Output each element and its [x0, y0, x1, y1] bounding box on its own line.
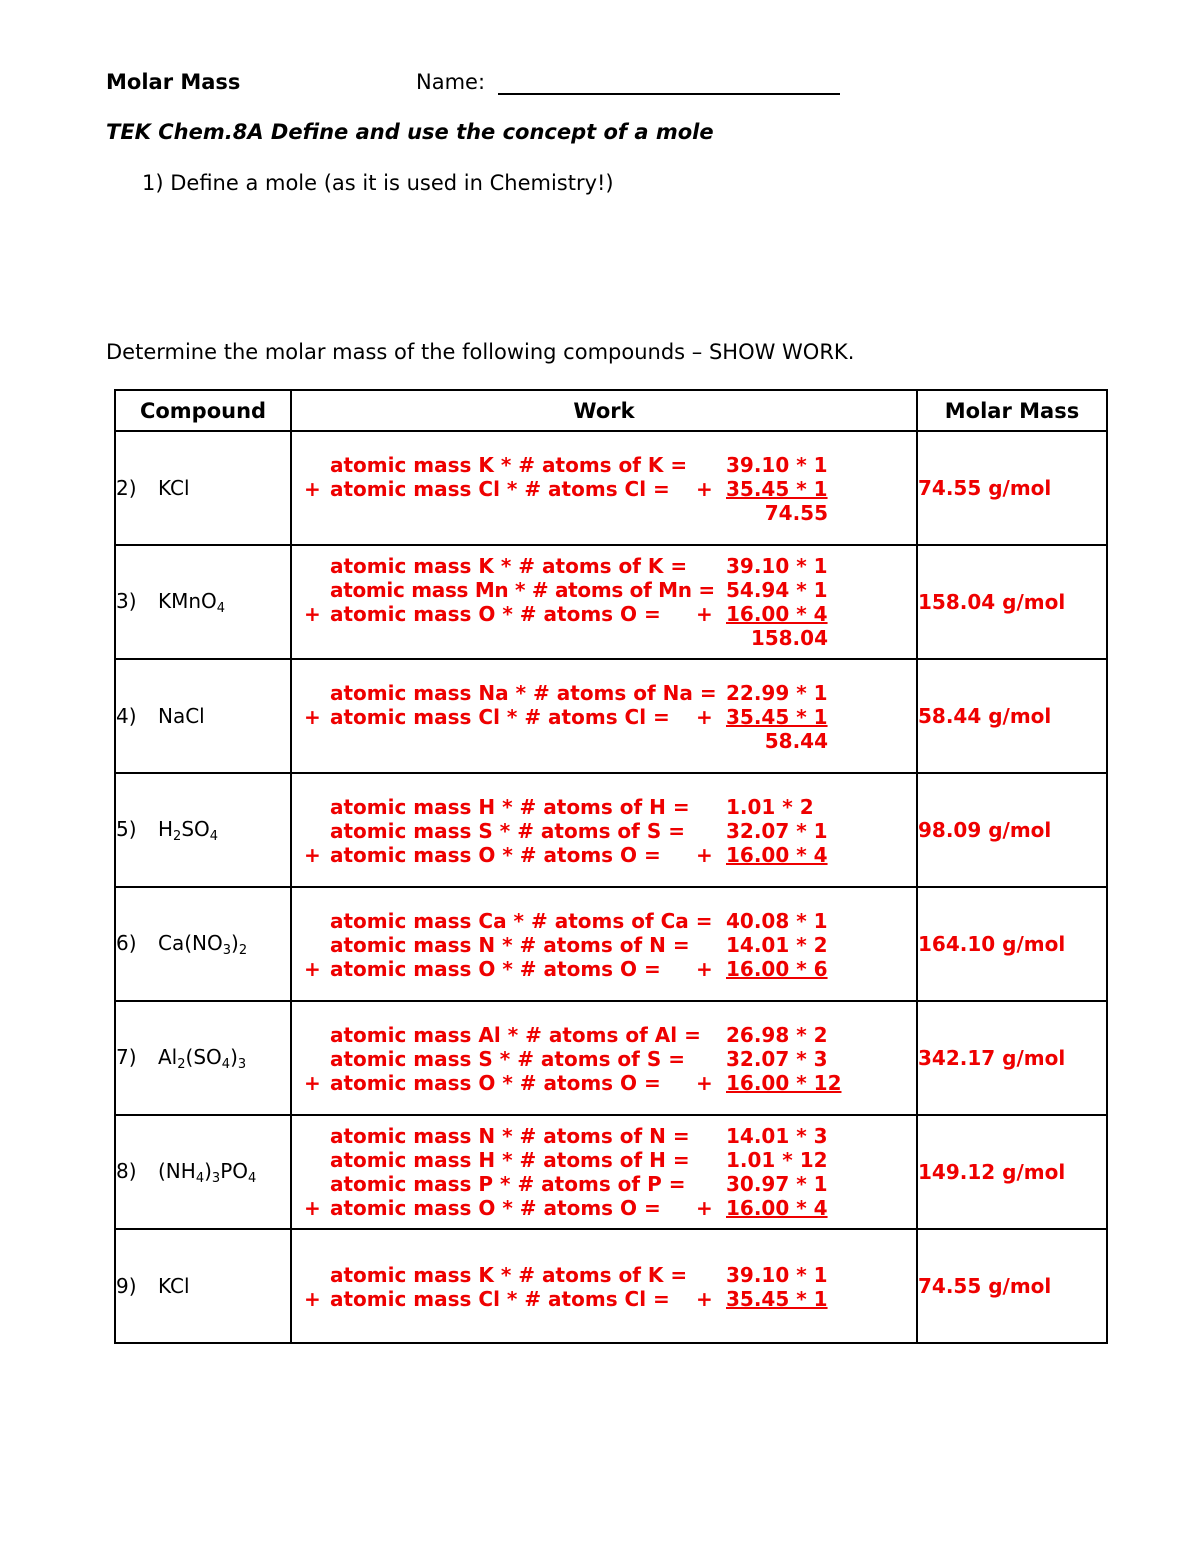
plus-sign: +	[304, 843, 321, 867]
compound-cell	[115, 887, 291, 1001]
question-define-mole: 1) Define a mole (as it is used in Chemistry!)	[142, 171, 614, 195]
work-line	[292, 681, 916, 705]
problem-number: 4)	[116, 704, 137, 728]
work-line	[292, 453, 916, 477]
molar-mass-answer: 158.04 g/mol	[917, 545, 1107, 659]
work-label: atomic mass O * # atoms O =	[330, 602, 661, 626]
table-header-row	[115, 390, 1107, 431]
table-row	[115, 1001, 1107, 1115]
work-label: atomic mass N * # atoms of N =	[330, 1124, 690, 1148]
formula-text: )	[230, 1044, 238, 1069]
work-value: 39.10 * 1	[726, 453, 828, 477]
table-row	[115, 431, 1107, 545]
compound-formula	[158, 588, 226, 616]
work-cell	[291, 545, 917, 659]
work-label: atomic mass Na * # atoms of Na =	[330, 681, 717, 705]
work-total: 74.55	[764, 501, 828, 525]
header-molar-mass: Molar Mass	[917, 390, 1107, 431]
work-cell	[291, 431, 917, 545]
compound-cell	[115, 545, 291, 659]
work-line	[292, 1196, 916, 1220]
work-value: 14.01 * 3	[726, 1124, 828, 1148]
molar-mass-answer: 164.10 g/mol	[917, 887, 1107, 1001]
work-line	[292, 1287, 916, 1311]
problem-number: 3)	[116, 588, 137, 613]
value-plus-sign: +	[696, 1196, 713, 1220]
table-row	[115, 887, 1107, 1001]
formula-text: PO	[220, 1158, 248, 1183]
value-plus-sign: +	[696, 1071, 713, 1095]
work-value: 1.01 * 2	[726, 795, 814, 819]
formula-subscript: 2	[238, 942, 248, 958]
molar-mass-answer: 74.55 g/mol	[917, 1229, 1107, 1343]
formula-subscript: 2	[177, 1056, 186, 1072]
tek-objective: TEK Chem.8A Define and use the concept of a mole	[106, 120, 714, 144]
compound-cell	[115, 1229, 291, 1343]
formula-subscript: 3	[237, 1056, 247, 1072]
work-total-line	[292, 501, 916, 525]
formula-text: H	[158, 816, 174, 841]
header-work: Work	[291, 390, 917, 431]
work-line	[292, 909, 916, 933]
plus-sign: +	[304, 705, 321, 729]
work-total: 158.04	[750, 626, 828, 650]
work-value: 54.94 * 1	[726, 578, 828, 602]
work-value: 16.00 * 6	[726, 957, 828, 981]
work-value: 30.97 * 1	[726, 1172, 828, 1196]
work-line	[292, 957, 916, 981]
work-line	[292, 578, 916, 602]
work-label: atomic mass H * # atoms of H =	[330, 1148, 690, 1172]
plus-sign: +	[304, 602, 321, 626]
work-label: atomic mass Cl * # atoms Cl =	[330, 705, 670, 729]
work-line	[292, 1172, 916, 1196]
problem-number: 2)	[116, 476, 137, 500]
compound-cell	[115, 1001, 291, 1115]
work-label: atomic mass H * # atoms of H =	[330, 795, 690, 819]
work-line	[292, 1047, 916, 1071]
work-lines	[292, 774, 916, 886]
work-value: 16.00 * 12	[726, 1071, 842, 1095]
formula-text: SO	[181, 816, 210, 841]
formula-subscript: 4	[195, 1170, 205, 1186]
work-cell	[291, 1229, 917, 1343]
table-row	[115, 1229, 1107, 1343]
work-value: 16.00 * 4	[726, 843, 828, 867]
value-plus-sign: +	[696, 602, 713, 626]
name-label: Name:	[416, 70, 486, 94]
work-line	[292, 1263, 916, 1287]
work-lines	[292, 1230, 916, 1342]
work-lines	[292, 660, 916, 772]
formula-text: KMnO	[158, 588, 217, 613]
molar-mass-answer: 149.12 g/mol	[917, 1115, 1107, 1229]
value-plus-sign: +	[696, 477, 713, 501]
work-cell	[291, 1001, 917, 1115]
problem-number: 8)	[116, 1158, 137, 1183]
work-lines	[292, 1002, 916, 1114]
molar-mass-answer: 74.55 g/mol	[917, 431, 1107, 545]
work-line	[292, 1023, 916, 1047]
formula-text: Ca(NO	[158, 930, 223, 955]
work-lines	[292, 546, 916, 658]
compound-formula	[158, 1274, 190, 1298]
compound-formula	[158, 1158, 257, 1186]
work-label: atomic mass Al * # atoms of Al =	[330, 1023, 701, 1047]
formula-subscript: 3	[222, 942, 232, 958]
work-cell	[291, 773, 917, 887]
work-value: 16.00 * 4	[726, 1196, 828, 1220]
instructions: Determine the molar mass of the following compounds – SHOW WORK.	[106, 340, 855, 364]
work-line	[292, 602, 916, 626]
work-value: 22.99 * 1	[726, 681, 828, 705]
work-value: 35.45 * 1	[726, 1287, 828, 1311]
work-total: 58.44	[764, 729, 828, 753]
work-label: atomic mass K * # atoms of K =	[330, 1263, 688, 1287]
plus-sign: +	[304, 1196, 321, 1220]
worksheet-title: Molar Mass	[106, 70, 241, 94]
work-label: atomic mass S * # atoms of S =	[330, 819, 685, 843]
compound-formula	[158, 476, 190, 500]
work-line	[292, 819, 916, 843]
molar-mass-answer: 58.44 g/mol	[917, 659, 1107, 773]
work-line	[292, 554, 916, 578]
compound-formula	[158, 1044, 247, 1072]
work-cell	[291, 887, 917, 1001]
compound-formula	[158, 930, 248, 958]
compound-formula	[158, 816, 219, 844]
work-label: atomic mass N * # atoms of N =	[330, 933, 690, 957]
work-line	[292, 843, 916, 867]
table-row	[115, 1115, 1107, 1229]
value-plus-sign: +	[696, 705, 713, 729]
work-cell	[291, 1115, 917, 1229]
work-value: 14.01 * 2	[726, 933, 828, 957]
table-row	[115, 773, 1107, 887]
formula-text: )	[231, 930, 239, 955]
work-label: atomic mass Cl * # atoms Cl =	[330, 477, 670, 501]
work-line	[292, 795, 916, 819]
compound-cell	[115, 1115, 291, 1229]
formula-text: (SO	[185, 1044, 222, 1069]
value-plus-sign: +	[696, 957, 713, 981]
compound-cell	[115, 659, 291, 773]
work-value: 32.07 * 3	[726, 1047, 828, 1071]
work-label: atomic mass O * # atoms O =	[330, 957, 661, 981]
molar-mass-table	[114, 389, 1108, 1344]
work-line	[292, 477, 916, 501]
work-value: 1.01 * 12	[726, 1148, 828, 1172]
work-cell	[291, 659, 917, 773]
formula-text: KCl	[158, 476, 190, 500]
work-value: 40.08 * 1	[726, 909, 828, 933]
work-label: atomic mass O * # atoms O =	[330, 1196, 661, 1220]
work-line	[292, 933, 916, 957]
work-label: atomic mass O * # atoms O =	[330, 1071, 661, 1095]
problem-number: 6)	[116, 930, 137, 955]
work-line	[292, 1148, 916, 1172]
formula-subscript: 2	[173, 828, 182, 844]
work-value: 35.45 * 1	[726, 705, 828, 729]
formula-subscript: 4	[248, 1170, 257, 1186]
formula-subscript: 4	[216, 600, 226, 616]
formula-text: NaCl	[158, 704, 205, 728]
work-lines	[292, 432, 916, 544]
work-label: atomic mass O * # atoms O =	[330, 843, 661, 867]
work-lines	[292, 1116, 916, 1228]
compound-formula	[158, 704, 205, 728]
work-label: atomic mass Cl * # atoms Cl =	[330, 1287, 670, 1311]
formula-subscript: 4	[221, 1056, 231, 1072]
work-label: atomic mass S * # atoms of S =	[330, 1047, 685, 1071]
work-label: atomic mass Ca * # atoms of Ca =	[330, 909, 713, 933]
value-plus-sign: +	[696, 843, 713, 867]
compound-cell	[115, 431, 291, 545]
work-total-line	[292, 626, 916, 650]
molar-mass-answer: 342.17 g/mol	[917, 1001, 1107, 1115]
work-value: 16.00 * 4	[726, 602, 828, 626]
formula-subscript: 3	[211, 1170, 221, 1186]
work-lines	[292, 888, 916, 1000]
plus-sign: +	[304, 1071, 321, 1095]
problem-number: 7)	[116, 1044, 137, 1069]
molar-mass-answer: 98.09 g/mol	[917, 773, 1107, 887]
work-label: atomic mass K * # atoms of K =	[330, 453, 688, 477]
work-label: atomic mass P * # atoms of P =	[330, 1172, 686, 1196]
formula-text: Al	[158, 1044, 178, 1069]
plus-sign: +	[304, 1287, 321, 1311]
work-value: 39.10 * 1	[726, 1263, 828, 1287]
value-plus-sign: +	[696, 1287, 713, 1311]
header-compound: Compound	[115, 390, 291, 431]
table-row	[115, 545, 1107, 659]
problem-number: 5)	[116, 816, 137, 841]
formula-subscript: 4	[209, 828, 219, 844]
work-line	[292, 1124, 916, 1148]
name-field-line	[498, 93, 840, 95]
formula-text: (NH	[158, 1158, 196, 1183]
work-line	[292, 1071, 916, 1095]
work-total-line	[292, 729, 916, 753]
work-value: 39.10 * 1	[726, 554, 828, 578]
work-value: 26.98 * 2	[726, 1023, 828, 1047]
formula-text: KCl	[158, 1274, 190, 1298]
compound-cell	[115, 773, 291, 887]
table-row	[115, 659, 1107, 773]
problem-number: 9)	[116, 1274, 137, 1298]
formula-text: )	[204, 1158, 212, 1183]
work-label: atomic mass K * # atoms of K =	[330, 554, 688, 578]
plus-sign: +	[304, 477, 321, 501]
work-value: 35.45 * 1	[726, 477, 828, 501]
plus-sign: +	[304, 957, 321, 981]
work-value: 32.07 * 1	[726, 819, 828, 843]
work-label: atomic mass Mn * # atoms of Mn =	[330, 578, 715, 602]
work-line	[292, 705, 916, 729]
